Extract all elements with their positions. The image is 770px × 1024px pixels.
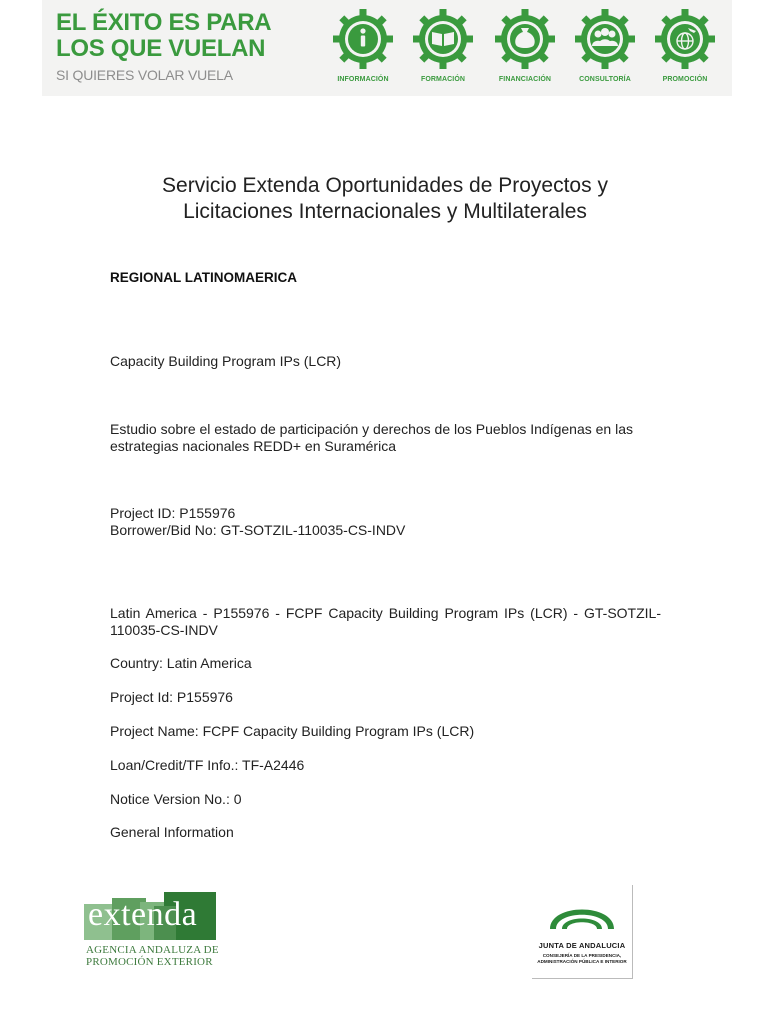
slogan bbox=[56, 10, 271, 83]
service-informacion bbox=[323, 8, 403, 83]
slogan-subtitle: SI QUIERES VOLAR VUELA bbox=[56, 67, 233, 83]
borrower-line: Borrower/Bid No: GT-SOTZIL-110035-CS-INDV bbox=[110, 522, 406, 538]
slogan-line-2: LOS QUE VUELAN bbox=[56, 35, 266, 62]
globe-plane-icon bbox=[654, 8, 716, 70]
project-id-line: Project ID: P155976 bbox=[110, 505, 236, 521]
extenda-caption bbox=[86, 944, 219, 968]
junta-subtitle bbox=[532, 953, 632, 965]
service-label: INFORMACIÓN bbox=[337, 76, 389, 83]
title-line-1: Servicio Extenda Oportunidades de Proyectos y bbox=[162, 174, 608, 197]
extenda-logo bbox=[84, 892, 224, 976]
study-description: Estudio sobre el estado de participación y derechos de los Pueblos Indígenas en las estrategias nacionales REDD+ en Suramérica bbox=[110, 421, 634, 454]
service-promocion bbox=[645, 8, 725, 83]
general-info-heading: General Information bbox=[110, 824, 234, 840]
document-title bbox=[60, 173, 710, 225]
service-consultoria bbox=[565, 8, 645, 83]
title-line-2: Licitaciones Internacionales y Multilaterales bbox=[183, 200, 587, 223]
notice-version-line: Notice Version No.: 0 bbox=[110, 791, 242, 807]
extenda-caption-line-2: PROMOCIÓN EXTERIOR bbox=[86, 956, 213, 968]
info-icon bbox=[332, 8, 394, 70]
service-label: FORMACIÓN bbox=[420, 76, 466, 83]
people-icon bbox=[574, 8, 636, 70]
project-name-line: Project Name: FCPF Capacity Building Program IPs (LCR) bbox=[110, 723, 475, 739]
summary-line: Latin America - P155976 - FCPF Capacity Building Program IPs (LCR) - GT-SOTZIL-110035-CS-INDV bbox=[110, 605, 661, 638]
project-ids-block bbox=[110, 505, 662, 539]
slogan-line-1: EL ÉXITO ES PARA bbox=[56, 9, 272, 36]
project-id-2-line: Project Id: P155976 bbox=[110, 689, 233, 705]
junta-title: JUNTA DE ANDALUCIA bbox=[538, 941, 626, 950]
service-label: PROMOCIÓN bbox=[662, 76, 708, 83]
extenda-caption-line-1: AGENCIA ANDALUZA DE bbox=[86, 944, 219, 956]
program-name: Capacity Building Program IPs (LCR) bbox=[110, 353, 342, 369]
service-label: FINANCIACIÓN bbox=[498, 76, 552, 83]
junta-subtitle-line-2: ADMINISTRACIÓN PÚBLICA E INTERIOR bbox=[537, 959, 627, 964]
header-banner bbox=[42, 0, 732, 96]
loan-info-line: Loan/Credit/TF Info.: TF-A2446 bbox=[110, 757, 305, 773]
services-strip bbox=[323, 8, 725, 92]
country-line: Country: Latin America bbox=[110, 655, 252, 671]
service-financiacion bbox=[485, 8, 565, 83]
junta-arch-icon bbox=[532, 885, 632, 937]
junta-andalucia-logo bbox=[532, 885, 633, 979]
extenda-wordmark: extenda bbox=[88, 896, 198, 933]
junta-subtitle-line-1: CONSEJERÍA DE LA PRESIDENCIA, bbox=[542, 953, 622, 958]
service-label: CONSULTORÍA bbox=[579, 76, 631, 83]
region-heading: REGIONAL LATINOMAERICA bbox=[110, 270, 297, 285]
money-bag-icon bbox=[494, 8, 556, 70]
book-icon bbox=[412, 8, 474, 70]
service-formacion bbox=[403, 8, 483, 83]
